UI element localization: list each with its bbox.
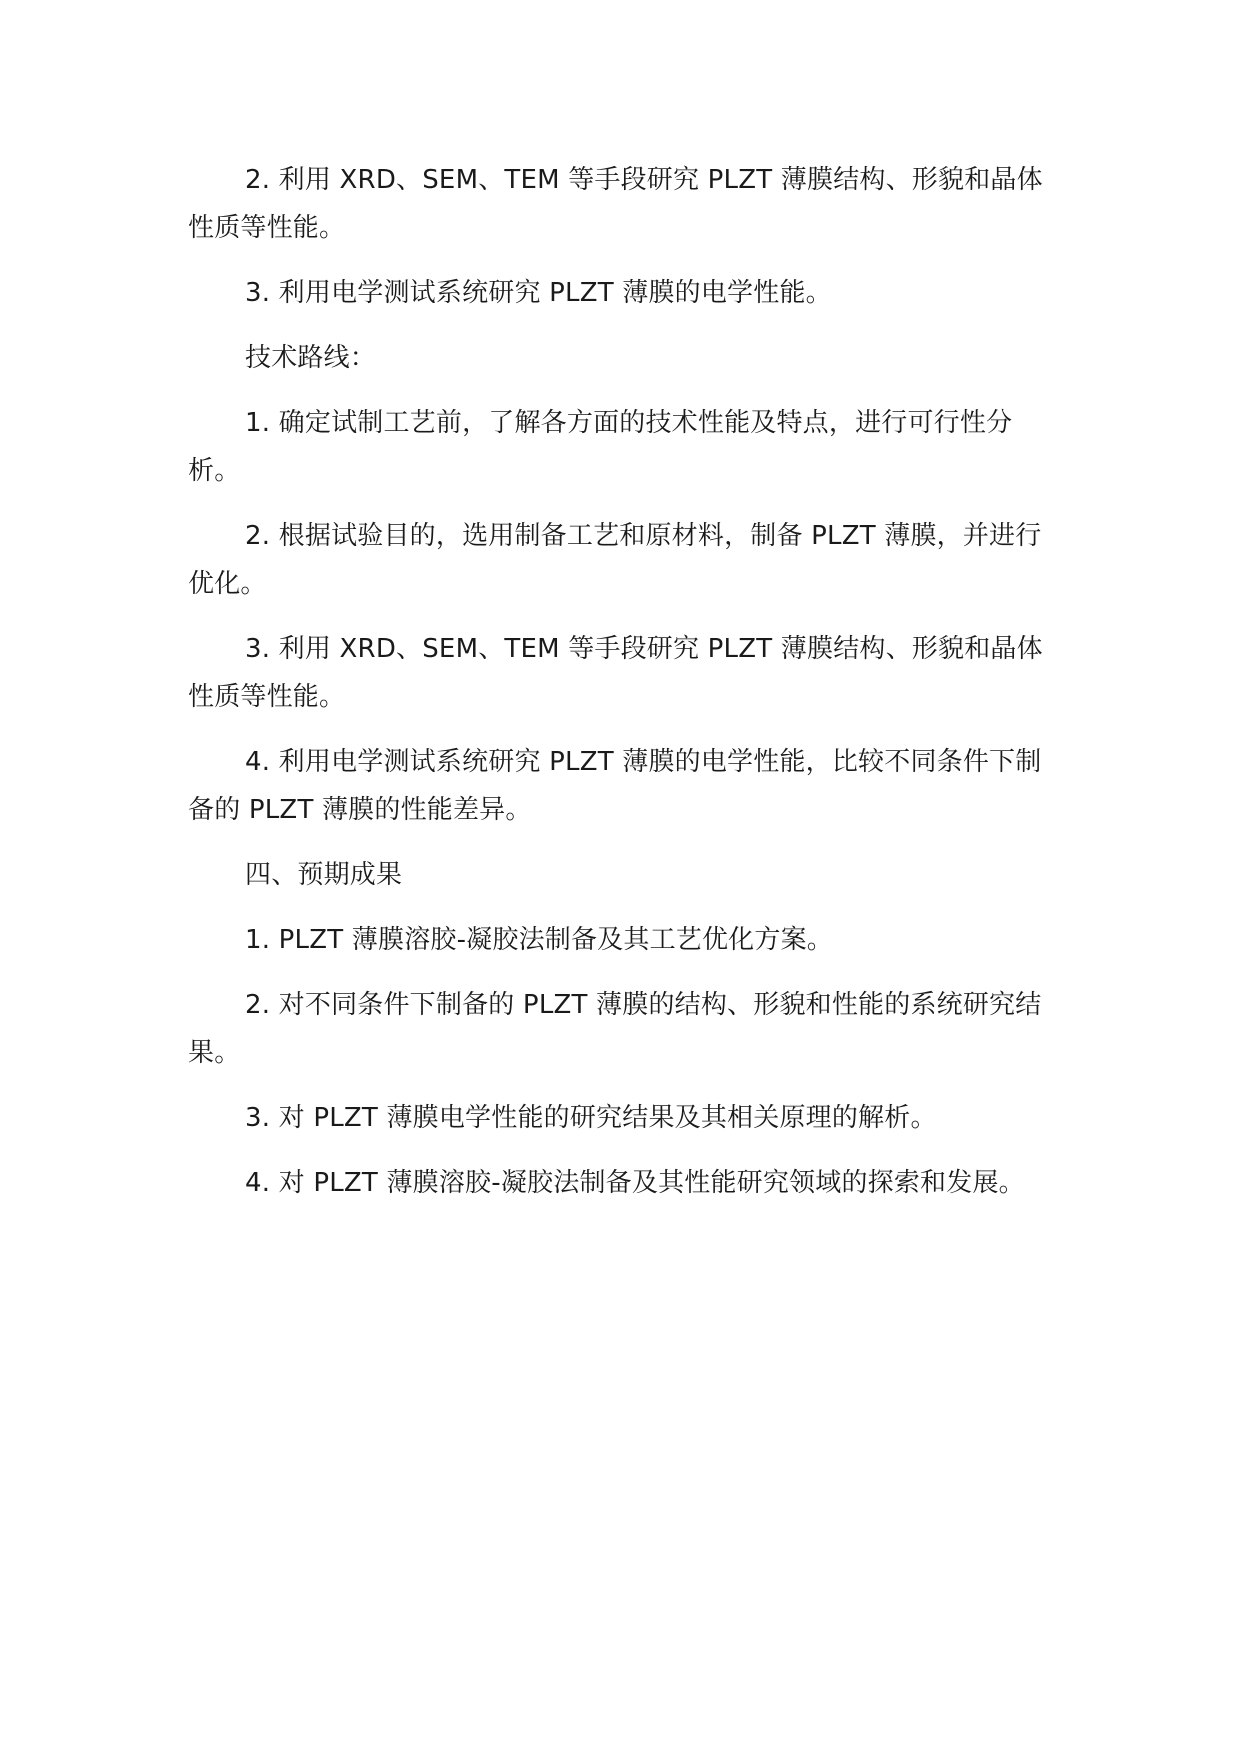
paragraph-research-content-2: 2. 利用 XRD、SEM、TEM 等手段研究 PLZT 薄膜结构、形貌和晶体性质等性能。 — [188, 165, 1043, 243]
paragraph-route-2: 2. 根据试验目的，选用制备工艺和原材料，制备 PLZT 薄膜，并进行优化。 — [188, 521, 1042, 599]
paragraph-route-4: 4. 利用电学测试系统研究 PLZT 薄膜的电学性能，比较不同条件下制备的 PLZT 薄膜的性能差异。 — [188, 747, 1042, 825]
paragraph-result-4: 4. 对 PLZT 薄膜溶胶-凝胶法制备及其性能研究领域的探索和发展。 — [245, 1168, 1025, 1198]
paragraph-route-3: 3. 利用 XRD、SEM、TEM 等手段研究 PLZT 薄膜结构、形貌和晶体性质等性能。 — [188, 634, 1043, 712]
paragraph-result-2: 2. 对不同条件下制备的 PLZT 薄膜的结构、形貌和性能的系统研究结果。 — [188, 990, 1042, 1068]
section-heading-expected-results: 四、预期成果 — [245, 860, 403, 890]
document-body — [188, 156, 1048, 1224]
section-label-technical-route: 技术路线： — [245, 343, 377, 373]
paragraph-research-content-3: 3. 利用电学测试系统研究 PLZT 薄膜的电学性能。 — [245, 278, 832, 308]
paragraph-result-1: 1. PLZT 薄膜溶胶-凝胶法制备及其工艺优化方案。 — [245, 925, 833, 955]
paragraph-result-3: 3. 对 PLZT 薄膜电学性能的研究结果及其相关原理的解析。 — [245, 1103, 937, 1133]
paragraph-route-1: 1. 确定试制工艺前，了解各方面的技术性能及特点，进行可行性分析。 — [188, 408, 1013, 486]
